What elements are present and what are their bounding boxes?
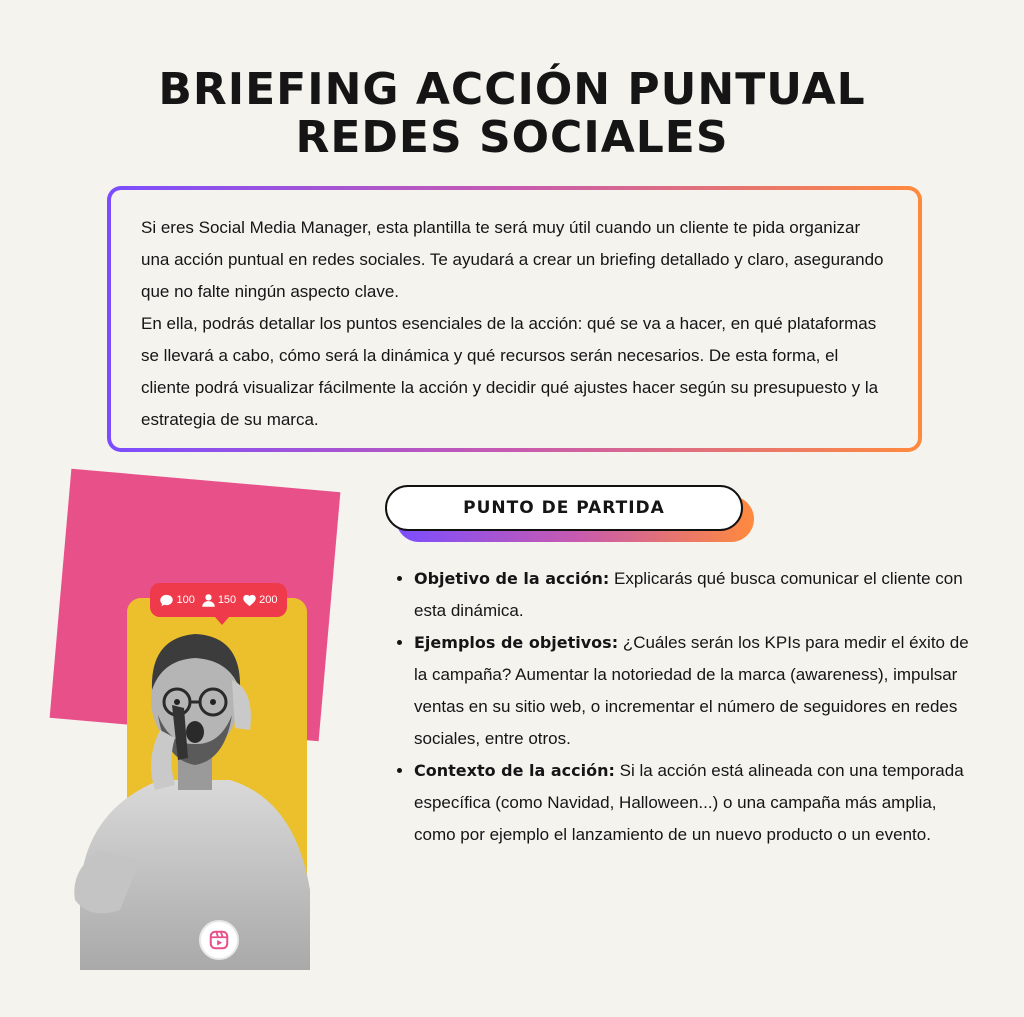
title-line-1: BRIEFING ACCIÓN PUNTUAL xyxy=(158,64,866,115)
comments-stat xyxy=(159,593,194,608)
list-item-text: Explicarás qué busca comunicar el cliente con esta dinámica. xyxy=(414,569,963,620)
comments-count: 100 xyxy=(176,594,195,606)
followers-stat xyxy=(201,593,236,608)
user-icon xyxy=(201,593,216,608)
likes-stat xyxy=(242,593,277,608)
intro-text xyxy=(111,190,918,448)
list-item-label: Contexto de la acción: xyxy=(414,761,615,780)
list-item-label: Objetivo de la acción: xyxy=(414,569,610,588)
reels-button xyxy=(199,920,239,960)
title-line-2: REDES SOCIALES xyxy=(295,112,729,163)
comment-icon xyxy=(159,593,174,608)
list-item-text: Si la acción está alineada con una temporada específica (como Navidad, Halloween...) o una campaña más amplia, como por ejemplo el lanzamiento de un nuevo producto o un evento. xyxy=(414,761,964,844)
list-item xyxy=(414,627,974,755)
intro-paragraph-2: En ella, podrás detallar los puntos esenciales de la acción: qué se va a hacer, en qué plataformas se llevará a cabo, cómo será la dinámica y qué recursos serán necesarios. De esta forma, el cliente podrá visualizar fácilmente la acción y decidir qué ajustes hacer según su presupuesto y la estrategia de su marca. xyxy=(141,314,879,429)
heart-icon xyxy=(242,593,257,608)
list-item xyxy=(414,755,974,851)
list-item-label: Ejemplos de objetivos: xyxy=(414,633,619,652)
list-item-text: ¿Cuáles serán los KPIs para medir el éxito de la campaña? Aumentar la notoriedad de la marca (awareness), impulsar ventas en su sitio web, o incrementar el número de seguidores en redes sociales, entre otros. xyxy=(414,633,969,748)
likes-count: 200 xyxy=(259,594,278,606)
social-stats-notification xyxy=(150,583,287,617)
list-item xyxy=(414,563,974,627)
intro-paragraph-1: Si eres Social Media Manager, esta plantilla te será muy útil cuando un cliente te pida organizar una acción puntual en redes sociales. Te ayudará a crear un briefing detallado y claro, asegurando que no falte ningún aspecto clave. xyxy=(141,218,884,301)
intro-box xyxy=(107,186,922,452)
person-illustration xyxy=(60,620,320,970)
page-title xyxy=(0,66,1024,162)
section-heading: PUNTO DE PARTIDA xyxy=(385,485,743,531)
section-list xyxy=(396,563,974,851)
followers-count: 150 xyxy=(217,594,237,606)
reels-icon xyxy=(208,929,230,951)
